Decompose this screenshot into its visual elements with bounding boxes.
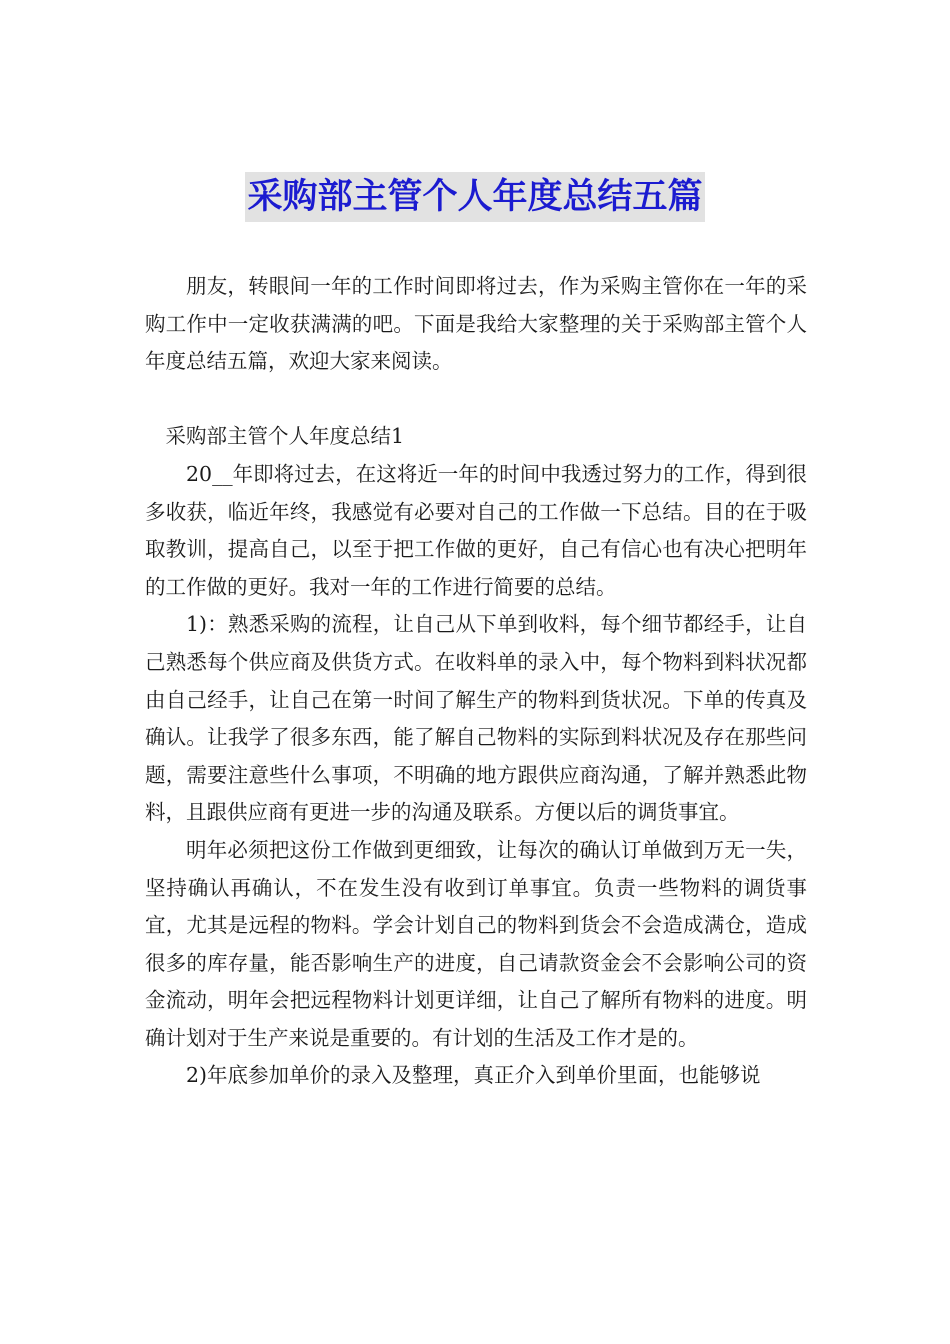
body-paragraph-4: 2)年底参加单价的录入及整理，真正介入到单价里面，也能够说 [186,1063,761,1088]
body-paragraph-2: 1)：熟悉采购的流程，让自己从下单到收料，每个细节都经手，让自己熟悉每个供应商及供货方式。在收料单的录入中，每个物料到料状况都由自己经手，让自己在第一时间了解生产的物料到货状况。下单的传真及确认。让我学了很多东西，能了解自己物料的实际到料状况及存在那些问题，需要注意些什么事项，不明确的地方跟供应商沟通，了解并熟悉此物料，且跟供应商有更进一步的沟通及联系。方便以后的调货事宜。 [145,612,807,825]
title-container [0,172,950,222]
body-paragraph-1: 20__年即将过去，在这将近一年的时间中我透过努力的工作，得到很多收获，临近年终，我感觉有必要对自己的工作做一下总结。目的在于吸取教训，提高自己，以至于把工作做的更好，自己有信心也有决心把明年的工作做的更好。我对一年的工作进行简要的总结。 [145,461,807,599]
document-title: 采购部主管个人年度总结五篇 [245,172,704,222]
section-heading: 采购部主管个人年度总结1 [165,424,405,449]
intro-paragraph: 朋友，转眼间一年的工作时间即将过去，作为采购主管你在一年的采购工作中一定收获满满的吧。下面是我给大家整理的关于采购部主管个人年度总结五篇，欢迎大家来阅读。 [145,274,807,374]
document-body [145,268,807,1095]
body-paragraph-3: 明年必须把这份工作做到更细致，让每次的确认订单做到万无一失，坚持确认再确认，不在发生没有收到订单事宜。负责一些物料的调货事宜，尤其是远程的物料。学会计划自己的物料到货会不会造成满仓，造成很多的库存量，能否影响生产的进度，自己请款资金会不会影响公司的资金流动，明年会把远程物料计划更详细，让自己了解所有物料的进度。明确计划对于生产来说是重要的。有计划的生活及工作才是的。 [145,837,807,1050]
paragraph-gap [145,381,807,419]
